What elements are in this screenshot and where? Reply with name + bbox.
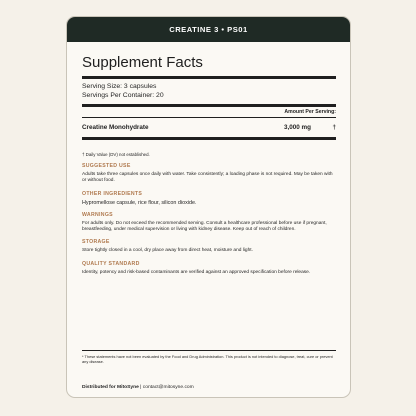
section-warnings xyxy=(82,212,336,234)
section-text: Identity, potency and risk-based contaminants are verified against an approved specification before release. xyxy=(82,269,311,275)
distributor-label: Distributed for MitoSyne xyxy=(82,385,139,391)
section-text: For adults only. Do not exceed the recommended serving. Consult a healthcare professional before use if pregnant, breastfeeding, under medical supervision or living with kidney disease. Keep out of reach of children. xyxy=(82,220,327,233)
fda-disclaimer: * These statements have not been evaluated by the Food and Drug Administration. This product is not intended to diagnose, treat, cure or prevent any disease. xyxy=(82,354,333,365)
ingredient-amount: 3,000 mg xyxy=(284,124,311,131)
title-rule xyxy=(82,76,336,79)
section-heading: SUGGESTED USE xyxy=(82,163,131,169)
section-heading: STORAGE xyxy=(82,239,110,246)
distributor-contact: | contact@mitosyne.com xyxy=(140,385,194,391)
section-suggested-use xyxy=(82,163,336,185)
daily-value-note: † Daily Value (DV) not established. xyxy=(82,152,150,157)
section-other-ingredients xyxy=(82,191,336,206)
ingredient-rule xyxy=(82,137,336,140)
label-footer xyxy=(82,350,336,390)
serving-info xyxy=(82,83,336,100)
section-text: Hypromellose capsule, rice flour, silicon dioxide. xyxy=(82,199,197,206)
facts-content xyxy=(67,54,350,276)
section-quality-standard xyxy=(82,261,336,276)
servings-per-container: Servings Per Container: 20 xyxy=(82,91,164,99)
serving-size: Serving Size: 3 capsules xyxy=(82,83,157,90)
ingredient-row xyxy=(82,118,336,137)
section-heading: WARNINGS xyxy=(82,211,113,218)
section-text: Adults take three capsules once daily with water. Take consistently; a loading phase is not required. May be taken with or without food. xyxy=(82,172,333,184)
supplement-facts-title: Supplement Facts xyxy=(82,54,203,71)
ingredient-name: Creatine Monohydrate xyxy=(82,124,149,131)
product-header-bar xyxy=(67,17,350,42)
supplement-label-card xyxy=(66,16,351,398)
section-heading: QUALITY STANDARD xyxy=(82,260,140,267)
section-heading: OTHER INGREDIENTS xyxy=(82,190,143,197)
product-title: CREATINE 3 • PS01 xyxy=(169,25,248,34)
section-storage xyxy=(82,239,336,254)
amount-per-serving-header: Amount Per Serving: xyxy=(284,109,336,115)
section-text: Store tightly closed in a cool, dry place away from direct heat, moisture and light. xyxy=(82,248,253,254)
ingredient-dv-marker: † xyxy=(332,124,336,131)
distributor-line xyxy=(82,385,336,390)
